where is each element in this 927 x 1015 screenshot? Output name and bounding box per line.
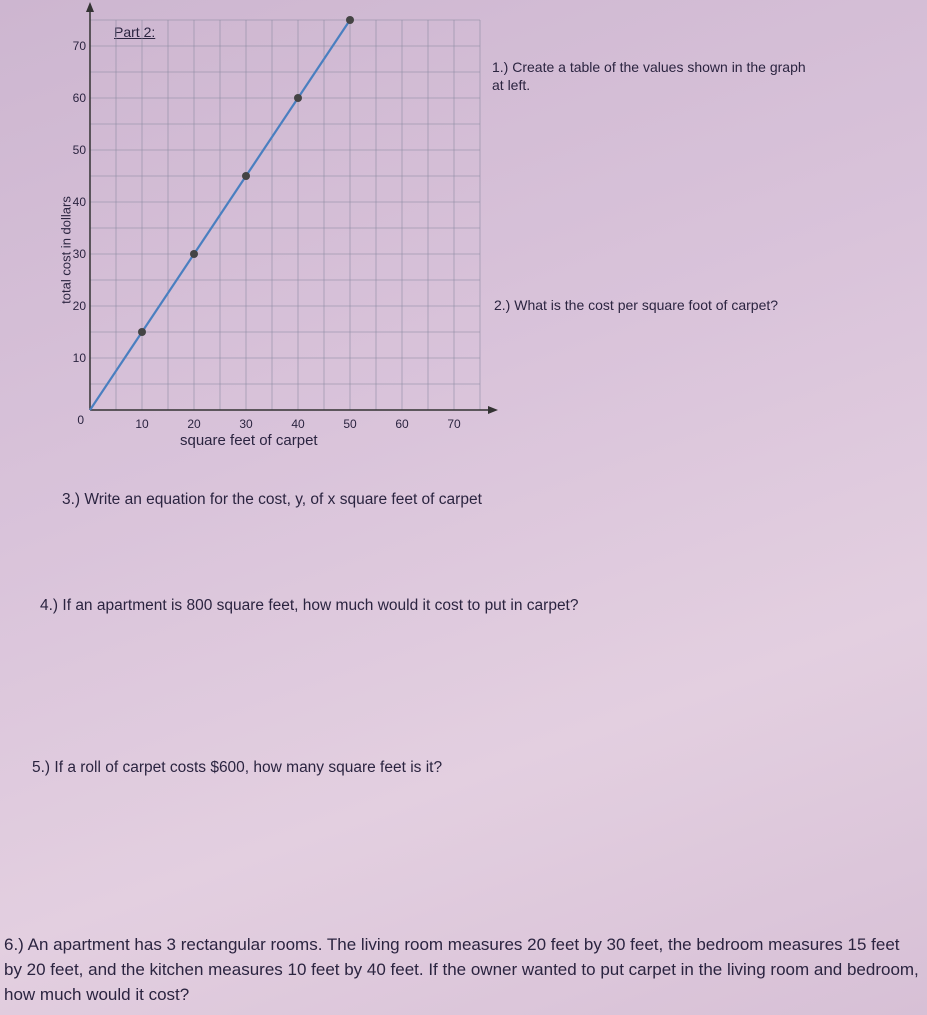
question-2: 2.) What is the cost per square foot of carpet? — [494, 297, 779, 313]
x-tick-label: 30 — [239, 417, 253, 431]
question-6: 6.) An apartment has 3 rectangular rooms. The living room measures 20 feet by 30 feet, the bedroom measures 15 feet by 20 feet, and the kitchen measures 10 feet by 40 feet. If the owner wanted to put carpet in the living room and bedroom, how much would it cost? — [4, 935, 919, 1004]
x-tick-label: 50 — [343, 417, 357, 431]
x-tick-label: 40 — [291, 417, 305, 431]
data-point — [242, 172, 250, 180]
part-label: Part 2: — [114, 24, 156, 40]
question-3: 3.) Write an equation for the cost, y, of x square feet of carpet — [62, 491, 482, 508]
question-5: 5.) If a roll of carpet costs $600, how many square feet is it? — [32, 759, 443, 776]
origin-label: 0 — [77, 413, 84, 427]
question-1: 1.) Create a table of the values shown in the graph at left. — [492, 59, 806, 93]
x-tick-label: 60 — [395, 417, 409, 431]
cost-graph — [0, 0, 500, 460]
y-axis-arrow — [86, 2, 94, 12]
data-point — [294, 94, 302, 102]
data-point — [190, 250, 198, 258]
x-tick-label: 10 — [135, 417, 149, 431]
x-axis-arrow — [488, 406, 498, 414]
x-axis-title: square feet of carpet — [180, 432, 318, 449]
y-tick-label: 20 — [72, 299, 86, 313]
x-tick-label: 20 — [187, 417, 201, 431]
y-tick-label: 50 — [72, 143, 86, 157]
y-tick-label: 60 — [72, 91, 86, 105]
data-point — [138, 328, 146, 336]
y-tick-label: 10 — [72, 351, 86, 365]
data-point — [346, 16, 354, 24]
y-tick-label: 40 — [72, 195, 86, 209]
y-axis-title: total cost in dollars — [58, 196, 74, 304]
x-tick-label: 70 — [447, 417, 461, 431]
question-4: 4.) If an apartment is 800 square feet, how much would it cost to put in carpet? — [40, 597, 579, 614]
y-tick-label: 30 — [72, 247, 86, 261]
y-tick-label: 70 — [72, 39, 86, 53]
